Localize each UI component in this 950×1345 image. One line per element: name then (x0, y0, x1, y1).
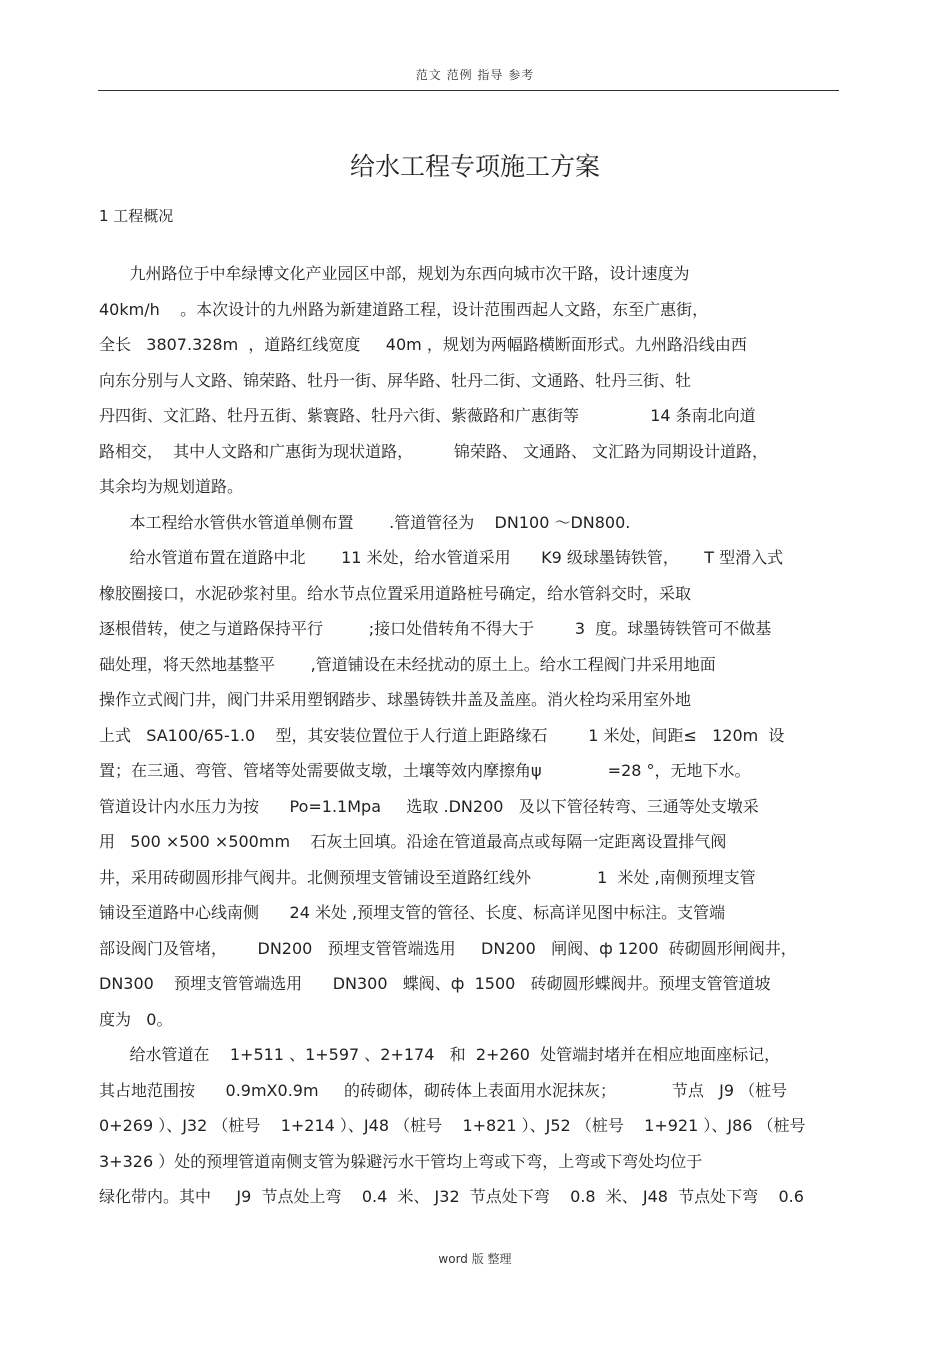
text-line: 路相交， 其中人文路和广惠街为现状道路， 锦荣路、 文通路、 文汇路为同期设计道路， (99, 441, 769, 461)
text-line: 橡胶圈接口，水泥砂浆衬里。给水节点位置采用道路桩号确定，给水管斜交时，采取 (99, 583, 692, 603)
text-line: 本工程给水管供水管道单侧布置 .管道管径为 DN100 ～DN800. (99, 512, 631, 532)
text-line: 其占地范围按 0.9mX0.9m 的砖砌体，砌砖体上表面用水泥抹灰； 节点 J9 （桩号 (99, 1080, 788, 1100)
text-line: 九州路位于中牟绿博文化产业园区中部，规划为东西向城市次干路，设计速度为 (99, 264, 690, 283)
text-line: 度为 0。 (99, 1009, 173, 1029)
body-text (99, 256, 839, 1215)
section-heading: 1 工程概况 (99, 207, 174, 225)
text-line: 丹四街、文汇路、牡丹五街、紫寰路、牡丹六街、紫薇路和广惠街等 14 条南北向道 (99, 406, 756, 425)
page-header: 范文 范例 指导 参考 (415, 68, 535, 82)
page-footer: word 版 整理 (438, 1252, 512, 1266)
text-line: 向东分别与人文路、锦荣路、牡丹一街、屏华路、牡丹二街、文通路、牡丹三街、牡 (99, 370, 692, 390)
text-line: 操作立式阀门井，阀门井采用塑钢踏步、球墨铸铁井盖及盖座。消火栓均采用室外地 (99, 690, 692, 709)
text-line: 置；在三通、弯管、管堵等处需要做支墩，土壤等效内摩擦角ψ =28 °，无地下水。 (99, 761, 751, 780)
text-line: 其余均为规划道路。 (99, 477, 244, 496)
text-line: 给水管道布置在道路中北 11 米处，给水管道采用 K9 级球墨铸铁管， T 型滑入式 (99, 548, 784, 567)
text-line: 用 500 ×500 ×500mm 石灰土回填。沿途在管道最高点或每隔一定距离设置排气阀 (99, 832, 727, 851)
text-line: 40km/h 。本次设计的九州路为新建道路工程，设计范围西起人文路，东至广惠街， (99, 299, 709, 319)
text-line: 础处理，将天然地基整平 ,管道铺设在未经扰动的原土上。给水工程阀门井采用地面 (99, 654, 716, 674)
text-line: 铺设至道路中心线南侧 24 米处 ,预埋支管的管径、长度、标高详见图中标注。支管端 (99, 903, 726, 922)
text-line: 上式 SA100/65-1.0 型，其安装位置位于人行道上距路缘石 1 米处，间距≤ 120m 设 (99, 725, 785, 745)
text-line: 井，采用砖砌圆形排气阀井。北侧预埋支管铺设至道路红线外 1 米处 ,南侧预埋支管 (99, 867, 756, 887)
text-line: 管道设计内水压力为按 Po=1.1Mpa 选取 .DN200 及以下管径转弯、三通等处支墩采 (99, 796, 759, 816)
text-line: 0+269 ）、J32 （桩号 1+214 ）、J48 （桩号 1+821 ）、J52 （桩号 1+921 ）、J86 （桩号 (99, 1116, 806, 1135)
header-divider (98, 90, 839, 91)
text-line: 全长 3807.328m ，道路红线宽度 40m ，规划为两幅路横断面形式。九州路沿线由西 (99, 335, 747, 354)
text-line: 部设阀门及管堵， DN200 预埋支管管端选用 DN200 闸阀、ф 1200 砖砌圆形闸阀井， (99, 938, 797, 958)
text-line: 3+326 ）处的预埋管道南侧支管为躲避污水干管均上弯或下弯，上弯或下弯处均位于 (99, 1151, 703, 1171)
text-line: 逐根借转，使之与道路保持平行 ;接口处借转角不得大于 3 度。球墨铸铁管可不做基 (99, 619, 772, 638)
document-title: 给水工程专项施工方案 (349, 152, 600, 181)
text-line: 绿化带内。其中 J9 节点处上弯 0.4 米、 J32 节点处下弯 0.8 米、 J48 节点处下弯 0.6 (99, 1187, 804, 1206)
text-line: DN300 预埋支管管端选用 DN300 蝶阀、ф 1500 砖砌圆形蝶阀井。预埋支管管道坡 (99, 974, 771, 993)
text-line: 给水管道在 1+511 、1+597 、2+174 和 2+260 处管端封堵并在相应地面座标记， (99, 1045, 781, 1064)
